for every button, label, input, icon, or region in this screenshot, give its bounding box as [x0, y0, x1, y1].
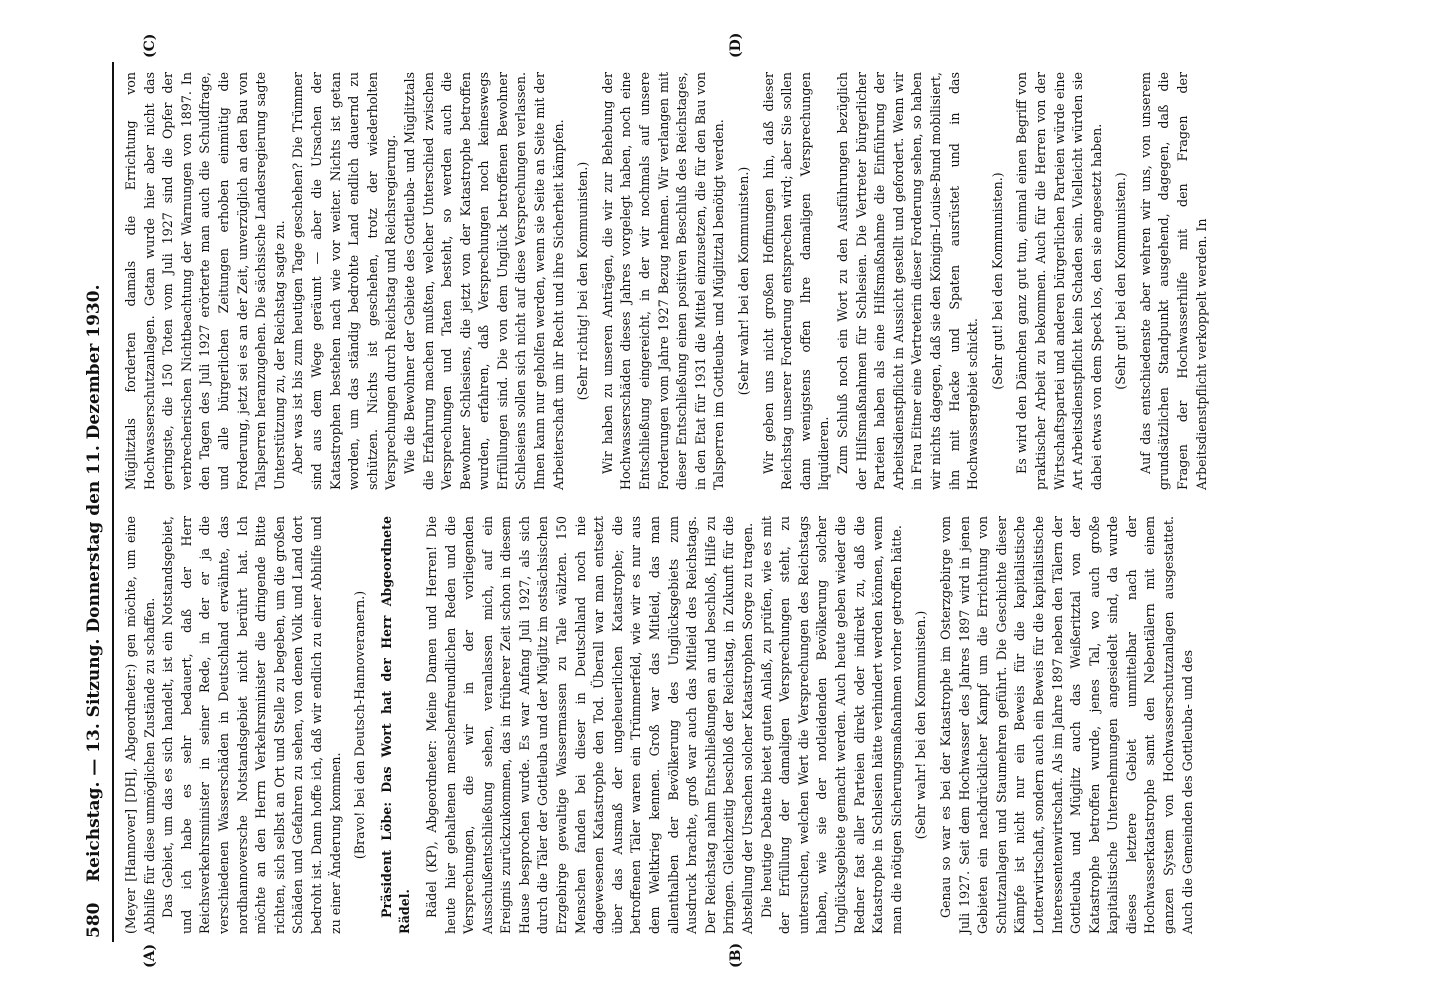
paragraph: Wie die Bewohner der Gebiete des Gottleuba- und Müglitztals die Erfahrung machen mußten, welcher Unterschied zwischen Versprechungen und Taten besteht, so werden auch die Bewohner Schlesiens, die jetzt von der Katastrophe betroffen wurden, erfahren, daß Versprechungen noch keineswegs Erfüllungen sind. Die von dem Unglück betroffenen Bewohner Schlesiens sollen sich nicht auf diese Versprechungen verlassen. Ihnen kann nur geholfen werden, wenn sie Seite an Seite mit der Arbeiterschaft um ihr Recht und ihre Sicherheit kämpfen. — [401, 72, 566, 490]
speaker-paragraph: Präsident Löbe: Das Wort hat der Herr Abgeordnete Rädel. — [378, 516, 413, 934]
margin-marker-b: (B) — [728, 942, 744, 968]
left-column — [122, 516, 1197, 934]
interjection: (Sehr gut! bei den Kommunisten.) — [989, 172, 1005, 390]
paragraph: Die heutige Debatte bietet guten Anlaß, zu prüfen, wie es mit der Erfüllung der damaligen Versprechungen steht, zu untersuchen, welchen Wert die Versprechungen des Reichstags haben, wie sie der notleidenden Bevölkerung solcher Unglücksgebiete gemacht werden. Auch heute geben wieder die Redner fast aller Parteien direkt oder indirekt zu, daß die Katastrophe in Schlesien hätte verhindert werden können, wenn man die nötigen Sicherungsmaßnahmen vorher getroffen hätte. — [758, 516, 904, 934]
paragraph: Auf das entschiedenste aber wehren wir uns, von unserem grundsätzlichen Standpunkt ausgehend, dagegen, daß die Fragen der Hochwasserhilfe mit den Fragen der Arbeitsdienstpflicht verkoppelt werden. In — [1137, 72, 1209, 490]
scanned-page — [78, 32, 1368, 968]
margin-marker-a: (A) — [142, 943, 158, 968]
paragraph: Aber was ist bis zum heutigen Tage geschehen? Die Trümmer sind aus dem Wege geräumt — aber die Ursachen der Katastrophen bestehen nach wie vor weiter. Nichts ist getan worden, um das ständig bedrohte Land endlich dauernd zu schützen. Nichts ist geschehen, trotz der wiederholten Versprechungen durch Reichstag und Reichsregierung. — [290, 72, 399, 490]
page-number: 580 — [84, 902, 104, 938]
page-header — [78, 62, 114, 942]
digitization-credit — [1410, 40, 1430, 700]
interjection: (Sehr wahr! bei den Kommunisten.) — [913, 610, 929, 840]
paragraph: Genau so war es bei der Katastrophe im Osterzgebirge vom Juli 1927. Seit dem Hochwasser des Jahres 1897 wird in jenen Gebieten ein nachdrücklicher Kampf um die Errichtung von Schutzanlagen und Staumehren geführt. Die Geschichte dieser Kämpfe ist nicht nur ein Beweis für die kapitalistische Lotterwirtschaft, sondern auch ein Beweis für die kapitalistische Interessentenwirtschaft. Als im Jahre 1897 neben den Tälern der Gottleuba und Müglitz auch das Weißeritztal von der Katastrophe betroffen wurde, jenes Tal, wo auch große kapitalistische Unternehmungen angesiedelt sind, da wurde dieses letztere Gebiet unmittelbar nach der Hochwasserkatastrophe samt den Nebentälern mit einem ganzen System von Hochwasserschutzanlagen ausgestattet. Auch die Gemeinden des Gottleuba- und des — [937, 516, 1195, 934]
margin-marker-c: (C) — [142, 33, 158, 58]
paragraph: Wir geben uns nicht großen Hoffnungen hin, daß dieser Reichstag unserer Forderung entsprechen wird; aber Sie sollen dann wenigstens offen Ihre damaligen Versprechungen liquidieren. — [760, 72, 832, 490]
paragraph: Wir haben zu unseren Anträgen, die wir zur Behebung der Hochwasserschäden dieses Jahres vorgelegt haben, noch eine Entschließung eingereicht, in der wir nochmals auf unsere Forderungen vom Jahre 1927 Bezug nehmen. Wir verlangen mit dieser Entschließung einen positiven Beschluß des Reichstages, in den Etat für 1931 die Mittel einzusetzen, die für den Bau von Talsperren im Gottleuba- und Müglitztal benötigt werden. — [599, 72, 727, 490]
right-column — [122, 72, 1211, 490]
paragraph: Das Gebiet, um das es sich handelt, ist ein Notstandsgebiet, und ich habe es sehr bedauert, daß der Herr Reichsverkehrsminister in seiner Rede, in der er ja die verschiedenen Wasserschäden in Deutschland erwähnte, das nordhannoversche Notstandsgebiet nicht berührt hat. Ich möchte an den Herrn Verkehrsminister die dringende Bitte richten, sich selbst an Ort und Stelle zu begeben, um die großen Schäden und Gefahren zu sehen, von denen Volk und Land dort bedroht ist. Dann hoffe ich, daß wir endlich zu einer Abhilfe und zu einer Änderung kommen. — [160, 516, 343, 934]
paragraph: Müglitztals forderten damals die Errichtung von Hochwasserschutzanlagen. Getan wurde hier aber nicht das geringste, die 150 Toten vom Juli 1927 sind die Opfer der verbrecherischen Nichtbeachtung der Warnungen von 1897. In den Tagen des Juli 1927 erörterte man auch die Schuldfrage, und alle bürgerlichen Zeitungen erhoben einmütig die Forderung, jetzt sei es an der Zeit, unverzüglich an den Bau von Talsperren heranzugehen. Die sächsische Landesregierung sagte Unterstützung zu, der Reichstag sagte zu. — [123, 72, 287, 490]
margin-marker-d: (D) — [728, 32, 744, 58]
interjection: (Bravo! bei den Deutsch-Hannoveranern.) — [352, 590, 368, 860]
paragraph: (Meyer [Hannover] [DH], Abgeordneter:) gen möchte, um eine Abhilfe für diese unmöglichen Zustände zu schaffen. — [123, 516, 157, 934]
speech-paragraph: Rädel (KP), Abgeordneter: Meine Damen und Herren! Die heute hier gehaltenen menschenfreundlichen Reden und die Versprechungen, die wir in der vorliegenden Ausschußentschließung sehen, veranlassen mich, auf ein Ereignis zurückzukommen, das in früherer Zeit schon in diesem Hause besprochen wurde. Es war Anfang Juli 1927, als sich durch die Täler der Gottleuba und der Müglitz im ostsächsischen Erzgebirge gewaltige Wassermassen zu Tale wälzten. 150 Menschen fanden bei dieser in Deutschland noch nie dagewesenen Katastrophe den Tod. Überall war man entsetzt über das Ausmaß der ungeheuerlichen Katastrophe; die betroffenen Täler waren ein Trümmerfeld, wie wir es nur aus dem Weltkrieg kennen. Groß war das Mitleid, das man allenthalben der Bevölkerung des Unglücksgebiets zum Ausdruck brachte, groß war auch das Mitleid des Reichstags. Der Reichstag nahm Entschließungen an und beschloß, Hilfe zu bringen. Gleichzeitig beschloß der Reichstag, in Zukunft für die Abstellung der Ursachen solcher Katastrophen Sorge zu tragen. — [423, 516, 755, 934]
interjection: (Sehr gut! bei den Kommunisten.) — [1113, 172, 1129, 390]
interjection: (Sehr wahr! bei den Kommunisten.) — [736, 166, 751, 396]
rotated-page-content — [78, 32, 1368, 968]
page-title: Reichstag. — 13. Sitzung. Donnerstag den 11. Dezember 1930. — [84, 284, 104, 882]
interjection: (Sehr richtig! bei den Kommunisten.) — [575, 161, 591, 401]
paragraph: Es wird den Dämchen ganz gut tun, einmal einen Begriff von praktischer Arbeit zu bekommen. Auch für die Herren von der Wirtschaftspartei und anderen bürgerlichen Parteien würde eine Art Arbeitsdienstpflicht kein Schaden sein. Vielleicht würden sie dabei etwas von dem Speck los, den sie angesetzt haben. — [1014, 72, 1104, 490]
paragraph: Zum Schluß noch ein Wort zu den Ausführungen bezüglich der Hilfsmaßnahmen für Schlesien. Die Vertreter bürgerlicher Parteien haben als eine Hilfsmaßnahme die Einführung der Arbeitsdienstpflicht in Aussicht gestellt und gefordert. Wenn wir in Frau Eitner eine Vertreterin dieser Forderung sehen, so haben wir nichts dagegen, daß sie den Königin-Louise-Bund mobilisiert, ihn mit Hacke und Spaten ausrüstet und in das Hochwassergebiet schickt. — [834, 72, 981, 490]
